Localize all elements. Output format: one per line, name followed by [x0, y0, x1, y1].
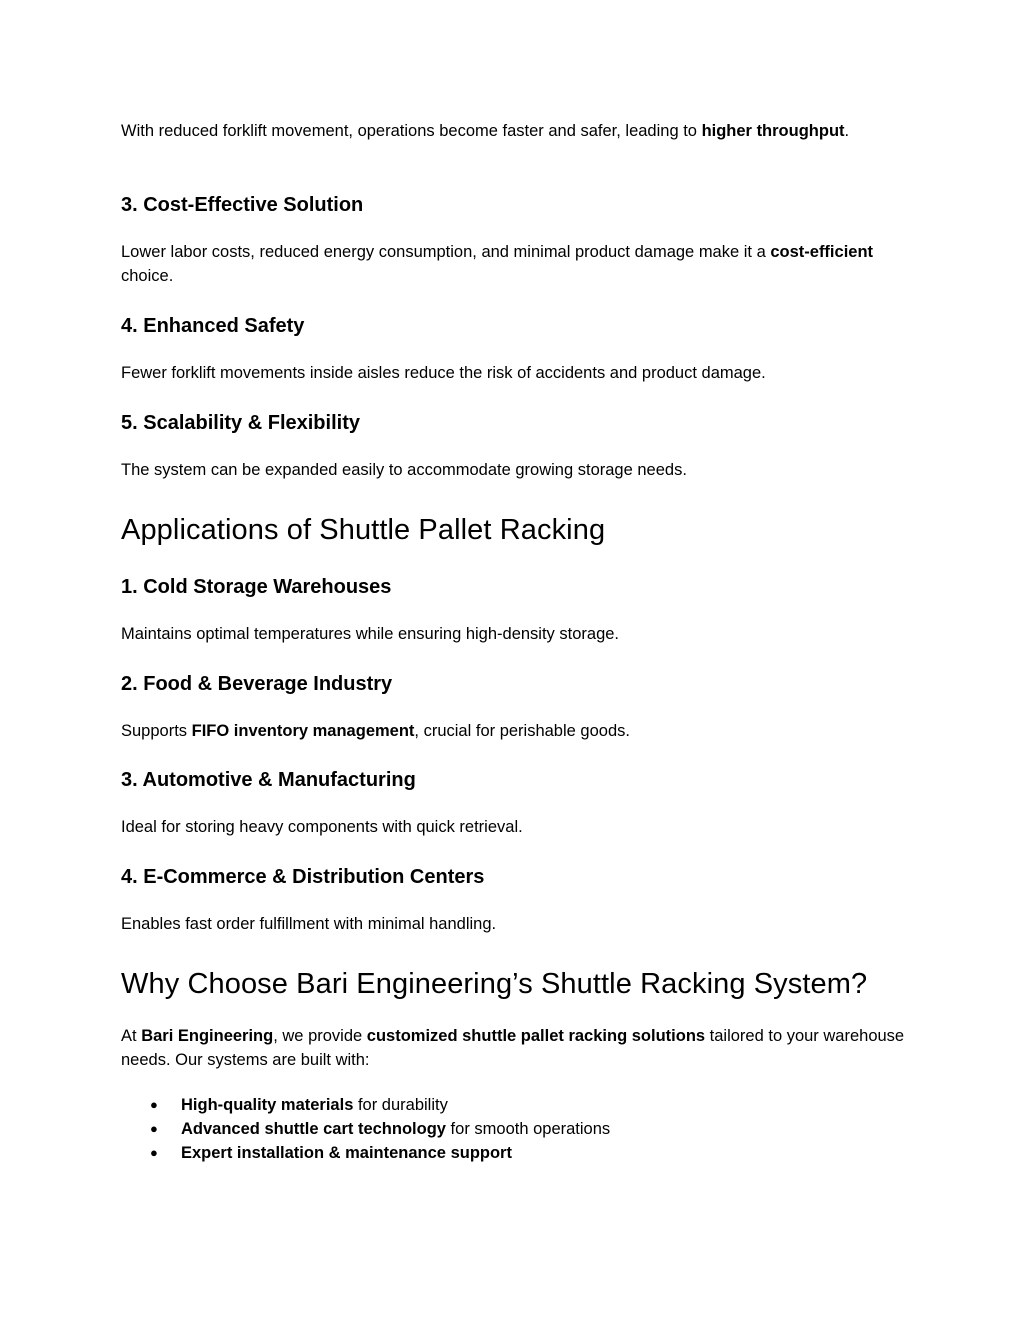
why-text-2: , we provide — [273, 1027, 367, 1045]
food-beverage-heading: 2. Food & Beverage Industry — [121, 673, 393, 695]
intro-text: With reduced forklift movement, operations become faster and safer, leading to — [121, 122, 702, 140]
features-list — [121, 1093, 911, 1165]
why-choose-heading: Why Choose Bari Engineering’s Shuttle Racking System? — [121, 968, 868, 1000]
why-choose-paragraph — [121, 1024, 911, 1072]
company-name: Bari Engineering — [141, 1027, 274, 1045]
list-item-text: for smooth operations — [445, 1120, 611, 1138]
ecommerce-heading: 4. E-Commerce & Distribution Centers — [121, 866, 485, 888]
cost-bold-text: cost-efficient — [770, 243, 874, 261]
scalability-paragraph: The system can be expanded easily to accommodate growing storage needs. — [121, 461, 687, 479]
why-text-3: tailored to your warehouse needs. Our systems are built with: — [121, 1027, 905, 1069]
list-item-bold: Advanced shuttle cart technology — [181, 1120, 446, 1138]
cost-text: Lower labor costs, reduced energy consumption, and minimal product damage make it a — [121, 243, 771, 261]
solution-highlight: customized shuttle pallet racking solutions — [366, 1027, 706, 1045]
automotive-paragraph: Ideal for storing heavy components with quick retrieval. — [121, 818, 523, 836]
bullet-icon: ● — [150, 1097, 158, 1112]
why-text-1: At — [121, 1027, 142, 1045]
ecommerce-paragraph: Enables fast order fulfillment with minimal handling. — [121, 915, 497, 933]
food-text: Supports — [121, 722, 192, 740]
food-text-end: , crucial for perishable goods. — [414, 722, 630, 740]
intro-bold-text: higher throughput — [701, 122, 845, 140]
applications-heading: Applications of Shuttle Pallet Racking — [121, 514, 606, 546]
bullet-icon: ● — [150, 1121, 158, 1136]
automotive-heading: 3. Automotive & Manufacturing — [121, 769, 416, 791]
intro-paragraph — [121, 119, 911, 143]
cost-effective-paragraph — [121, 240, 911, 288]
cold-storage-heading: 1. Cold Storage Warehouses — [121, 576, 392, 598]
list-item — [121, 1117, 911, 1141]
food-bold-text: FIFO inventory management — [191, 722, 415, 740]
cold-storage-paragraph: Maintains optimal temperatures while ensuring high-density storage. — [121, 625, 620, 643]
cost-text-end: choice. — [121, 267, 174, 285]
bullet-icon: ● — [150, 1145, 158, 1160]
scalability-heading: 5. Scalability & Flexibility — [121, 412, 360, 434]
list-item-bold: Expert installation & maintenance support — [181, 1144, 512, 1162]
food-beverage-paragraph — [121, 719, 911, 743]
cost-effective-heading: 3. Cost-Effective Solution — [121, 194, 364, 216]
enhanced-safety-heading: 4. Enhanced Safety — [121, 315, 305, 337]
list-item-text: for durability — [353, 1096, 448, 1114]
enhanced-safety-paragraph: Fewer forklift movements inside aisles reduce the risk of accidents and product damage. — [121, 364, 766, 382]
list-item — [121, 1093, 911, 1117]
list-item-bold: High-quality materials — [181, 1096, 354, 1114]
list-item — [121, 1141, 911, 1165]
intro-text-end: . — [844, 122, 850, 140]
